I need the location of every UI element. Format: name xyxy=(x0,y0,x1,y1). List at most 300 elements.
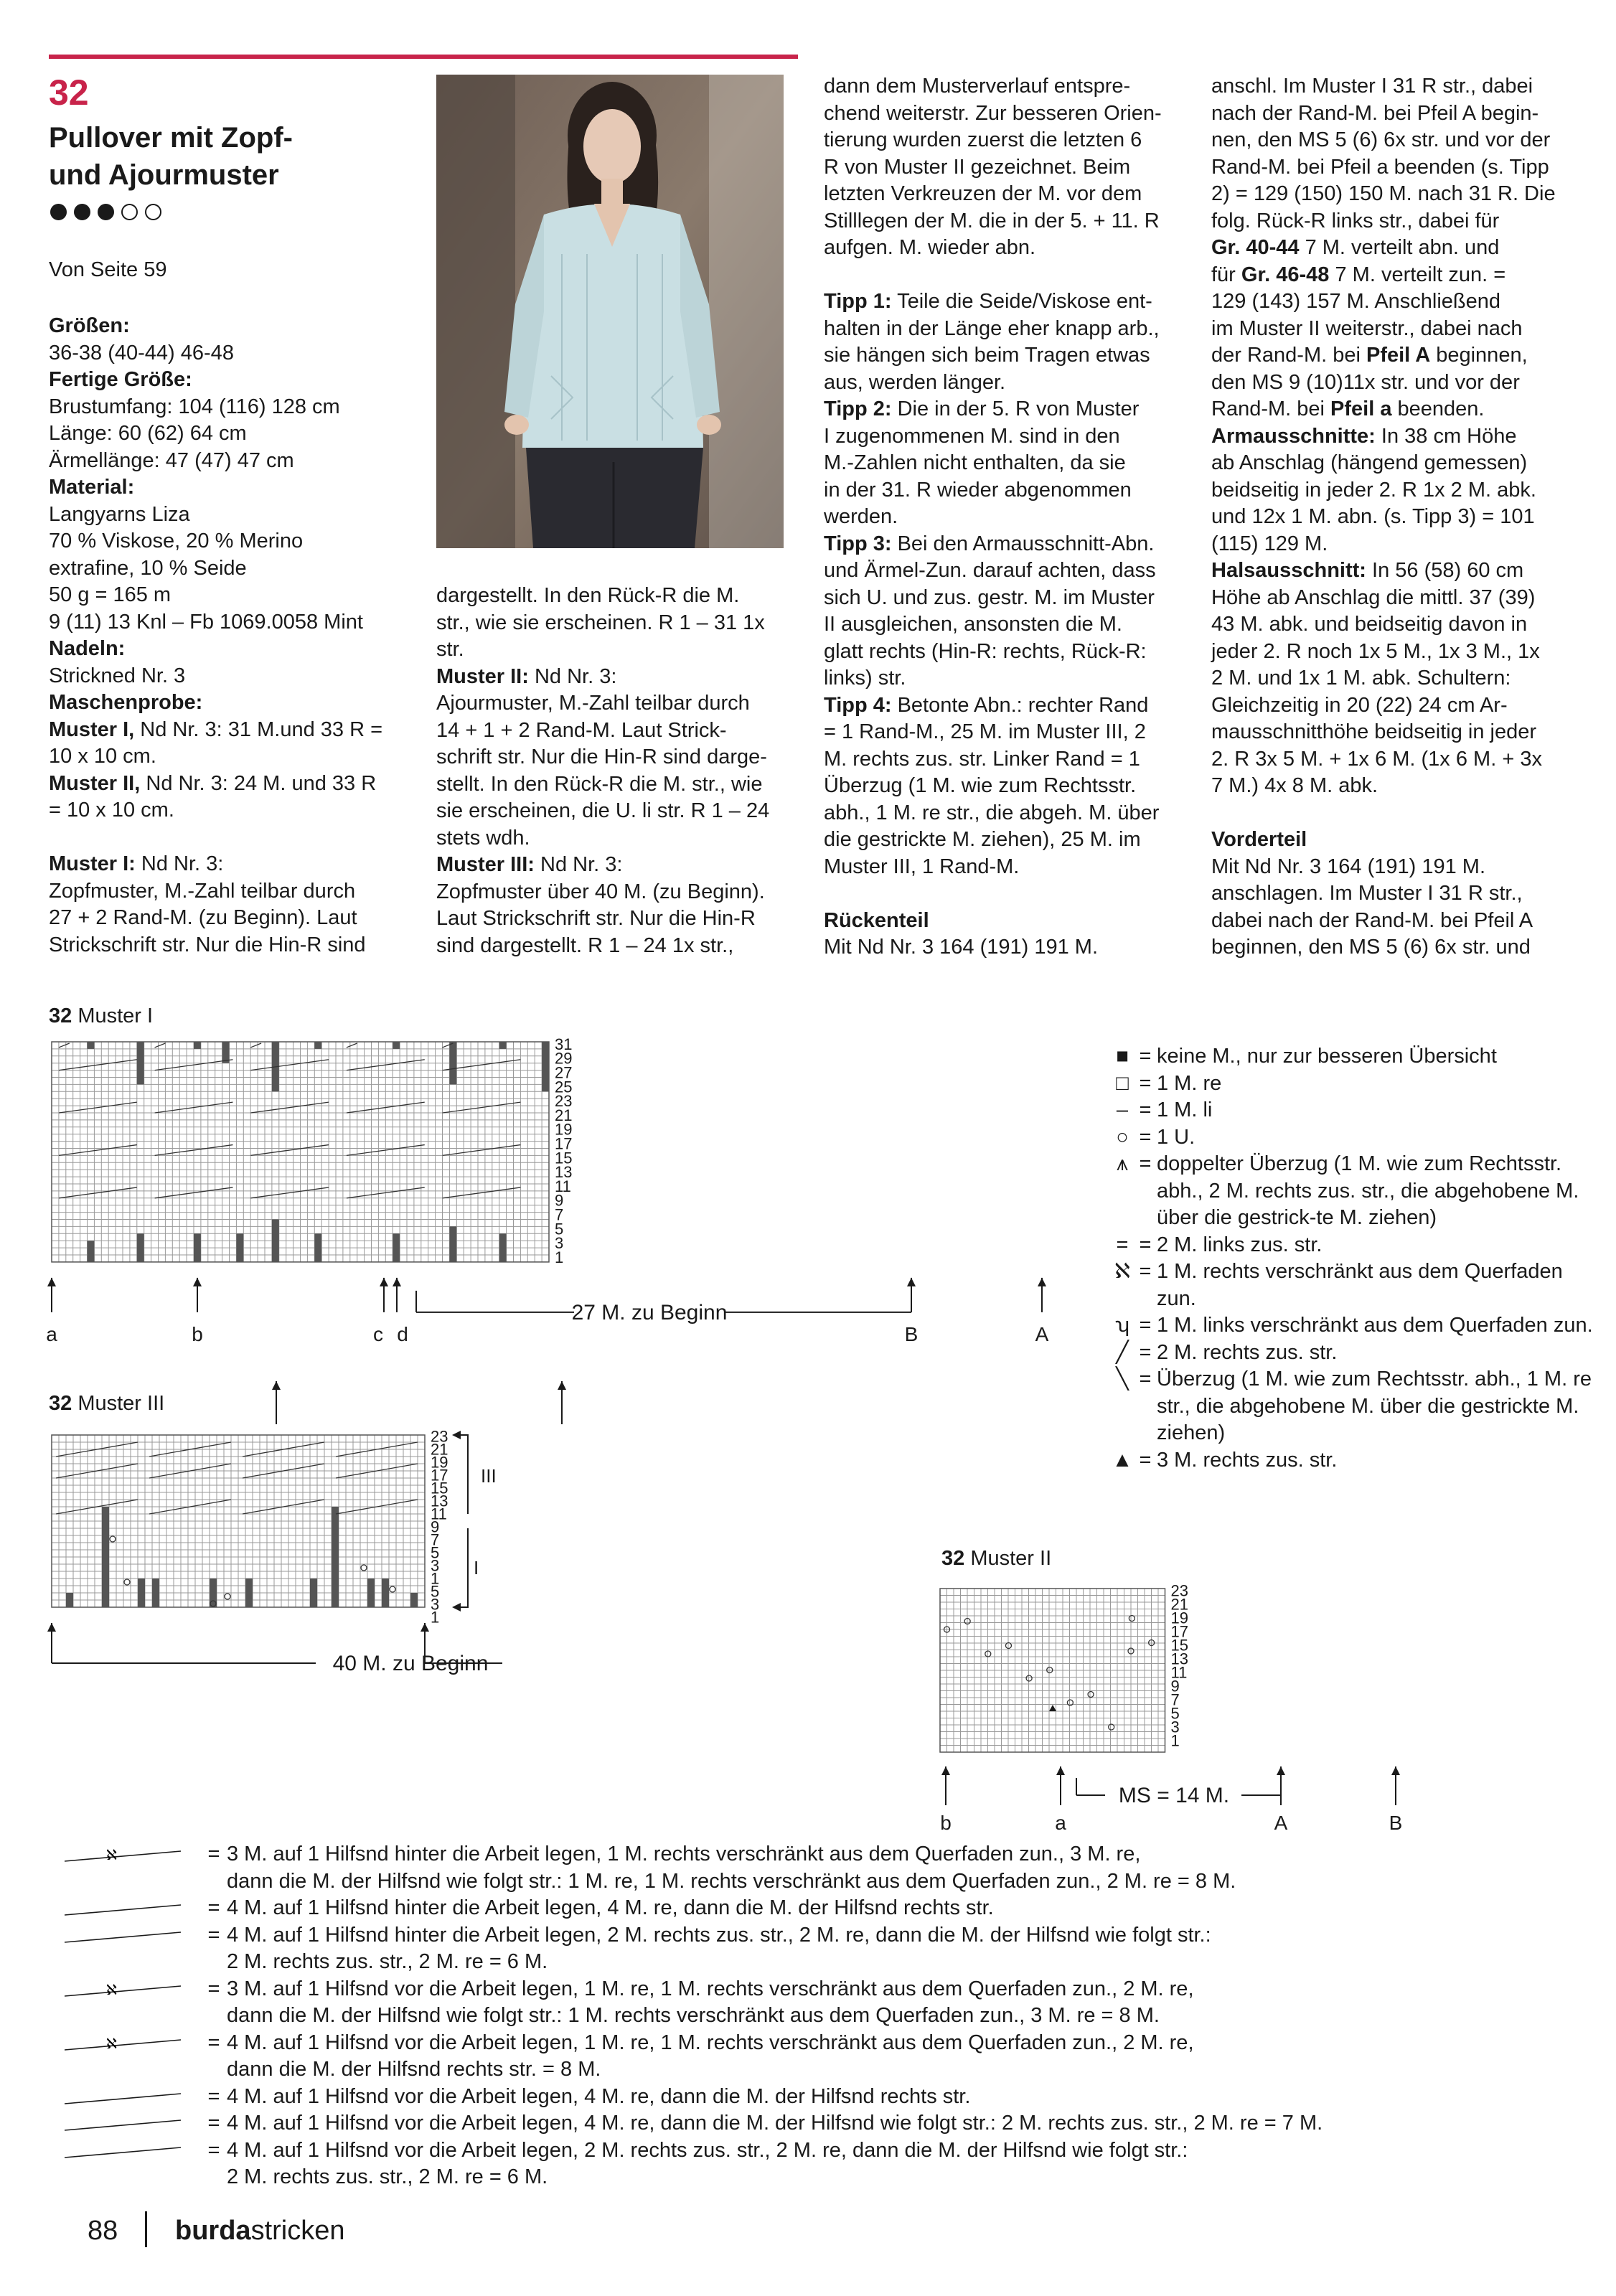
arrow-label: c xyxy=(373,1322,383,1345)
bold-text: Größen: xyxy=(49,314,130,337)
row-number: 5 xyxy=(555,1220,564,1238)
cable-row xyxy=(57,1976,1447,2030)
legend-text: 2 M. rechts zus. str. xyxy=(1157,1340,1338,1364)
legend-text: keine M., nur zur besseren Übersicht xyxy=(1157,1045,1497,1068)
bold-text: Tipp 2: xyxy=(824,397,892,420)
repeat-arrow-head-0 xyxy=(272,1381,281,1390)
text-run: 2) = 129 (150) 150 M. nach 31 R. Die xyxy=(1211,182,1556,205)
text-run: dabei nach der Rand-M. bei Pfeil A xyxy=(1211,908,1533,932)
text-run: tierung wurden zuerst die letzten 6 xyxy=(824,128,1142,151)
text-run: für xyxy=(1211,263,1241,286)
row-number: 3 xyxy=(431,1556,440,1575)
text-run: chend weiterstr. Zur besseren Orien- xyxy=(824,101,1162,125)
text-run: mausschnitthöhe beidseitig in jeder xyxy=(1211,720,1536,743)
legend-symbol-icon: ⩚ xyxy=(1116,1152,1129,1175)
row-number: 15 xyxy=(1170,1636,1188,1655)
text-run: glatt rechts (Hin-R: rechts, Rück-R: xyxy=(824,639,1147,663)
bold-text: Tipp 1: xyxy=(824,290,892,313)
legend-text: 1 M. li xyxy=(1157,1098,1213,1121)
decrease-mark xyxy=(347,1043,357,1048)
arrow-c-head xyxy=(380,1278,388,1286)
text-run: Strickschrift str. Nur die Hin-R sind xyxy=(49,933,366,956)
row-number: 7 xyxy=(555,1205,564,1224)
text-run: 50 g = 165 m xyxy=(49,583,172,606)
row-number: 15 xyxy=(431,1479,448,1497)
dark-cell xyxy=(314,1233,321,1262)
svg-text:ℵ: ℵ xyxy=(106,1980,117,1998)
text-run: beidseitig in jeder 2. R 1x 2 M. abk. xyxy=(1211,478,1536,502)
cable-row xyxy=(57,2084,1447,2111)
span-start-arrow-head xyxy=(47,1623,56,1632)
row-number: 23 xyxy=(555,1092,573,1111)
dark-cell xyxy=(66,1593,73,1607)
text-run: im Muster II weiterstr., dabei nach xyxy=(1211,316,1523,340)
cable-text xyxy=(227,2030,1447,2084)
row-number: 17 xyxy=(431,1466,448,1485)
text-run: In 38 cm Höhe xyxy=(1375,424,1517,448)
text-run: sich U. und zus. gestr. M. im Muster xyxy=(824,585,1155,609)
text-run: Nd Nr. 3: xyxy=(135,852,224,875)
bold-text: Muster III: xyxy=(436,853,535,876)
text-run: die gestrickte M. ziehen), 25 M. im xyxy=(824,828,1141,851)
cable-text-line1: 4 M. auf 1 Hilfsnd hinter die Arbeit legen, 2 M. rechts zus. str., 2 M. re, dann die M. der Hilfsnd wie folgt str.: xyxy=(227,1923,1211,1947)
equals-sign: = xyxy=(1139,1448,1152,1472)
row-number: 19 xyxy=(431,1453,448,1472)
chart-muster-1-grid xyxy=(52,1042,549,1262)
text-run: Nd Nr. 3: 31 M.und 33 R = xyxy=(134,718,383,741)
bold-text: Gr. 40-44 xyxy=(1211,236,1300,259)
row-number: 1 xyxy=(1170,1731,1180,1750)
equals-sign: = xyxy=(207,1923,220,1947)
arrow-b-head xyxy=(193,1278,202,1286)
bold-text: Muster II: xyxy=(436,664,529,688)
text-run: 7 M. verteilt zun. = xyxy=(1329,263,1506,286)
svg-text:ℵ: ℵ xyxy=(106,2034,117,2052)
text-run: 10 x 10 cm. xyxy=(49,745,156,768)
text-run: I zugenommenen M. sind in den xyxy=(824,424,1120,448)
cable-text-line2: dann die M. der Hilfsnd wie folgt str.: 1 M. rechts verschränkt aus dem Querfaden zun., 3 M. re = 8 M. xyxy=(227,2004,1160,2027)
cable-text-line1: 4 M. auf 1 Hilfsnd vor die Arbeit legen, 2 M. rechts zus. str., 2 M. re, dann die M. der Hilfsnd wie folgt str.: xyxy=(227,2138,1188,2162)
arrow-label: d xyxy=(397,1322,408,1345)
page-number: 88 xyxy=(88,2216,118,2246)
legend-row xyxy=(1111,1258,1602,1312)
equals-sign: = xyxy=(207,1843,220,1866)
text-run: werden. xyxy=(824,505,898,528)
text-run: 70 % Viskose, 20 % Merino xyxy=(49,530,304,552)
text-run: anschl. Im Muster I 31 R str., dabei xyxy=(1211,75,1533,98)
row-number: 3 xyxy=(1170,1718,1180,1736)
arrow-B-head xyxy=(1391,1766,1400,1775)
text-run: Ärmellänge: 47 (47) 47 cm xyxy=(49,448,294,472)
text-run: M. rechts zus. str. Linker Rand = 1 xyxy=(824,747,1140,771)
decrease-mark xyxy=(250,1043,261,1048)
cable-text-line1: 4 M. auf 1 Hilfsnd hinter die Arbeit legen, 4 M. re, dann die M. der Hilfsnd rechts str. xyxy=(227,1896,994,1919)
text-run: folg. Rück-R links str., dabei für xyxy=(1211,209,1500,232)
cable-row xyxy=(57,2137,1447,2191)
cable-line xyxy=(59,1102,137,1113)
bracket-label-lower: I xyxy=(474,1557,479,1578)
row-number: 21 xyxy=(431,1440,448,1459)
text-run: Höhe ab Anschlag die mittl. 37 (39) xyxy=(1211,585,1536,609)
text-run: abh., 1 M. re str., die abgeh. M. über xyxy=(824,801,1160,824)
text-run: Nd Nr. 3: xyxy=(534,853,623,876)
legend-row xyxy=(1111,1232,1602,1259)
row-number: 31 xyxy=(555,1035,573,1053)
triangle-decrease-icon xyxy=(1049,1705,1056,1711)
text-run: Muster III, 1 Rand-M. xyxy=(824,855,1020,878)
legend-row xyxy=(1111,1366,1602,1447)
bold-text: Gr. 46-48 xyxy=(1241,263,1330,286)
decrease-mark xyxy=(155,1043,166,1048)
row-number: 11 xyxy=(1170,1663,1188,1682)
row-number: 3 xyxy=(431,1595,440,1614)
cable-line xyxy=(59,1060,137,1071)
text-run: der Rand-M. bei xyxy=(1211,344,1366,367)
row-number: 5 xyxy=(1170,1704,1180,1723)
text-run: sie hängen sich beim Tragen etwas xyxy=(824,344,1150,367)
equals-sign: = xyxy=(207,2031,220,2054)
bracket-upper-head xyxy=(452,1431,461,1439)
cable-text xyxy=(227,2137,1447,2191)
text-run: = 10 x 10 cm. xyxy=(49,799,174,822)
equals-sign: = xyxy=(1139,1045,1152,1068)
text-run: Nd Nr. 3: xyxy=(528,664,617,688)
text-run: Nd Nr. 3: 24 M. und 33 R xyxy=(140,771,377,795)
text-run: extrafine, 10 % Seide xyxy=(49,556,247,580)
legend-symbol-icon: = xyxy=(1116,1233,1129,1256)
row-number: 19 xyxy=(1170,1609,1188,1627)
bold-text: Armausschnitte: xyxy=(1211,424,1376,448)
cable-symbol-icon xyxy=(57,1895,201,1922)
cable-line xyxy=(250,1145,329,1156)
arrow-label: a xyxy=(1055,1812,1066,1834)
text-run: 7 M.) 4x 8 M. abk. xyxy=(1211,774,1378,797)
equals-sign: = xyxy=(1139,1152,1152,1175)
footer-divider xyxy=(145,2211,147,2247)
equals-sign: = xyxy=(207,2084,220,2108)
equals-sign: = xyxy=(1139,1233,1152,1256)
chart2-number: 32 xyxy=(941,1547,965,1570)
cable-row xyxy=(57,1922,1447,1976)
dark-cell xyxy=(449,1226,456,1262)
bold-text: Halsausschnitt: xyxy=(1211,559,1366,582)
cable-legend xyxy=(57,1841,1447,2191)
text-run: Mit Nd Nr. 3 164 (191) 191 M. xyxy=(824,936,1098,959)
legend-text: 1 M. links verschränkt aus dem Querfaden zun. xyxy=(1157,1314,1593,1337)
bold-text: Vorderteil xyxy=(1211,828,1307,851)
text-run: Rand-M. bei Pfeil a beenden (s. Tipp xyxy=(1211,155,1549,179)
cable-row xyxy=(57,1841,1447,1895)
text-run: Langyarns Liza xyxy=(49,502,190,526)
cable-text-line1: 4 M. auf 1 Hilfsnd vor die Arbeit legen, 4 M. re, dann die M. der Hilfsnd wie folgt str.: 2 M. rechts zus. str., 2 M. re = 7 M. xyxy=(227,2112,1323,2135)
arrow-label: B xyxy=(1389,1812,1403,1834)
yarn-over-icon xyxy=(124,1579,130,1585)
text-run: In 56 (58) 60 cm xyxy=(1366,559,1524,582)
title-line-2: und Ajourmuster xyxy=(49,159,279,191)
legend-symbol-icon: ℵ xyxy=(1114,1260,1130,1283)
dark-cell xyxy=(88,1042,95,1049)
yarn-over-icon xyxy=(390,1586,395,1592)
dark-cell xyxy=(194,1042,201,1049)
cable-symbol-icon xyxy=(57,2137,201,2165)
text-run: Teile die Seide/Viskose ent- xyxy=(891,290,1152,313)
dark-cell xyxy=(102,1507,109,1607)
text-run: str. xyxy=(436,638,464,661)
yarn-over-icon xyxy=(1129,1616,1135,1622)
arrow-a-head xyxy=(1056,1766,1065,1775)
yarn-over-icon xyxy=(1088,1692,1094,1698)
arrow-label: B xyxy=(904,1322,919,1345)
text-run: Brustumfang: 104 (116) 128 cm xyxy=(49,395,340,418)
yarn-over-icon xyxy=(361,1565,367,1571)
row-number: 3 xyxy=(555,1234,564,1253)
legend-symbol-icon: ╲ xyxy=(1116,1368,1129,1391)
ms-label: MS = 14 M. xyxy=(1118,1784,1230,1807)
text-run: (115) 129 M. xyxy=(1211,532,1328,555)
legend-text: 3 M. rechts zus. str. xyxy=(1157,1448,1338,1472)
text-run: dann dem Musterverlauf entspre- xyxy=(824,75,1131,98)
cable-text xyxy=(227,1922,1447,1976)
chart-muster-3-grid xyxy=(52,1435,425,1607)
text-run: M.-Zahlen nicht enthalten, da sie xyxy=(824,451,1126,474)
text-run: Gleichzeitig in 20 (22) 24 cm Ar- xyxy=(1211,693,1508,717)
text-run: Die in der 5. R von Muster xyxy=(891,397,1140,420)
dark-cell xyxy=(137,1233,144,1262)
text-run: 14 + 1 + 2 Rand-M. Laut Strick- xyxy=(436,718,727,742)
row-number: 23 xyxy=(1170,1581,1188,1600)
text-run: 2. R 3x 5 M. + 1x 6 M. (1x 6 M. + 3x xyxy=(1211,747,1542,771)
legend-text: 2 M. links zus. str. xyxy=(1157,1233,1323,1256)
dark-cell xyxy=(138,1578,145,1607)
text-run: anschlagen. Im Muster I 31 R str., xyxy=(1211,882,1523,905)
legend-row xyxy=(1111,1151,1602,1232)
arrow-A-head xyxy=(1277,1766,1285,1775)
bold-text: Fertige Größe: xyxy=(49,368,192,391)
row-number: 11 xyxy=(431,1505,447,1523)
cable-line xyxy=(250,1187,329,1198)
text-run: stellt. In den Rück-R die M. str., wie xyxy=(436,772,763,796)
dark-cell xyxy=(314,1042,321,1049)
text-run: Stilllegen der M. die in der 5. + 11. R xyxy=(824,209,1160,232)
row-number: 23 xyxy=(431,1427,448,1446)
legend-text: doppelter Überzug (1 M. wie zum Rechtsstr. abh., 2 M. rechts zus. str., die abgehobene M. über die gestrick-te M. ziehen) xyxy=(1157,1152,1579,1229)
equals-sign: = xyxy=(1139,1071,1152,1095)
bold-text: Tipp 4: xyxy=(824,693,892,717)
span-label: 40 M. zu Beginn xyxy=(332,1652,489,1675)
row-number: 11 xyxy=(555,1177,571,1195)
title-line-1: Pullover mit Zopf- xyxy=(49,122,293,154)
text-run: Strickned Nr. 3 xyxy=(49,664,186,687)
bold-text: Muster II, xyxy=(49,771,141,795)
row-number: 15 xyxy=(555,1149,573,1167)
text-run: Bei den Armausschnitt-Abn. xyxy=(891,532,1155,555)
text-run: Länge: 60 (62) 64 cm xyxy=(49,422,247,445)
brand-logo xyxy=(175,2216,344,2246)
text-run: beginnen, xyxy=(1430,344,1528,367)
cable-text xyxy=(227,2110,1447,2137)
equals-sign: = xyxy=(1139,1260,1152,1283)
text-run: stets wdh. xyxy=(436,826,530,850)
equals-sign: = xyxy=(207,2138,220,2162)
bold-text: Tipp 3: xyxy=(824,532,892,555)
yarn-over-icon xyxy=(225,1594,230,1599)
cable-line xyxy=(443,1145,521,1156)
from-page: Von Seite 59 xyxy=(49,258,167,281)
equals-sign: = xyxy=(1139,1125,1152,1149)
text-run: aufgen. M. wieder abn. xyxy=(824,236,1036,259)
cable-line xyxy=(250,1060,329,1071)
dark-cell xyxy=(449,1042,456,1084)
text-run: 129 (143) 157 M. Anschließend xyxy=(1211,290,1501,313)
dark-cell xyxy=(272,1220,279,1262)
cable-text xyxy=(227,1841,1447,1895)
legend-row xyxy=(1111,1043,1602,1071)
symbol-legend xyxy=(1111,1043,1602,1474)
text-run: 2 M. und 1x 1 M. abk. Schultern: xyxy=(1211,667,1511,690)
bracket-lower-head xyxy=(452,1603,461,1612)
row-number: 27 xyxy=(555,1063,573,1082)
text-run: Laut Strickschrift str. Nur die Hin-R xyxy=(436,907,756,930)
text-run: halten in der Länge eher knapp arb., xyxy=(824,316,1160,340)
legend-row xyxy=(1111,1312,1602,1340)
cable-line xyxy=(59,1145,137,1156)
bracket-label-upper: III xyxy=(481,1465,497,1487)
text-run: 7 M. verteilt abn. und xyxy=(1299,236,1500,259)
equals-sign: = xyxy=(207,1896,220,1919)
arrow-d-head xyxy=(393,1278,401,1286)
row-number: 1 xyxy=(431,1569,440,1588)
dark-cell xyxy=(88,1241,95,1262)
legend-symbol-icon: – xyxy=(1116,1098,1129,1121)
cable-text-line2: dann die M. der Hilfsnd rechts str. = 8 M. xyxy=(227,2058,601,2081)
row-number: 17 xyxy=(1170,1622,1188,1641)
bracket-upper xyxy=(456,1435,468,1514)
text-run: Rand-M. bei xyxy=(1211,397,1331,420)
cable-text-line2: dann die M. der Hilfsnd wie folgt str.: 1 M. re, 1 M. rechts verschränkt aus dem Querfaden zun., 2 M. re = 8 M. xyxy=(227,1869,1236,1893)
bold-text: Maschenprobe: xyxy=(49,691,203,714)
text-run: und 12x 1 M. abn. (s. Tipp 3) = 101 xyxy=(1211,505,1535,528)
equals-sign: = xyxy=(1139,1340,1152,1364)
text-run: dargestellt. In den Rück-R die M. xyxy=(436,584,740,607)
cable-line xyxy=(443,1102,521,1113)
row-number: 9 xyxy=(431,1518,440,1536)
arrow-label: b xyxy=(940,1812,952,1834)
decrease-mark xyxy=(59,1043,70,1048)
legend-text: 1 M. re xyxy=(1157,1071,1222,1095)
arrow-a-head xyxy=(47,1278,56,1286)
text-run: Betonte Abn.: rechter Rand xyxy=(891,693,1149,717)
cable-text-line1: 3 M. auf 1 Hilfsnd vor die Arbeit legen, 1 M. re, 1 M. rechts verschränkt aus dem Querfaden zun., 2 M. re, xyxy=(227,1977,1194,2000)
legend-symbol-icon: ʮ xyxy=(1115,1314,1129,1337)
cable-text-line2: 2 M. rechts zus. str., 2 M. re = 6 M. xyxy=(227,2165,548,2188)
row-number: 17 xyxy=(555,1134,573,1153)
arrow-B-head xyxy=(907,1278,916,1286)
text-run: 9 (11) 13 Knl – Fb 1069.0058 Mint xyxy=(49,610,363,634)
text-run: nen, den MS 5 (6) 6x str. und vor der xyxy=(1211,128,1551,151)
legend-row xyxy=(1111,1124,1602,1152)
text-run: 43 M. abk. und beidseitig davon in xyxy=(1211,613,1528,636)
cable-text-line2: 2 M. rechts zus. str., 2 M. re = 6 M. xyxy=(227,1950,548,1973)
text-run: 27 + 2 Rand-M. (zu Beginn). Laut xyxy=(49,906,357,929)
equals-sign: = xyxy=(1139,1368,1152,1391)
dark-cell xyxy=(542,1042,549,1091)
cable-text xyxy=(227,1976,1447,2030)
text-run: letzten Verkreuzen der M. vor dem xyxy=(824,182,1142,205)
text-run: links) str. xyxy=(824,667,906,690)
cable-row xyxy=(57,2110,1447,2137)
legend-row xyxy=(1111,1097,1602,1124)
dark-cell xyxy=(310,1578,317,1607)
cable-symbol-icon xyxy=(57,2084,201,2111)
cable-text xyxy=(227,2084,1447,2111)
span-end-arrow-head xyxy=(421,1623,429,1632)
cable-line xyxy=(443,1187,521,1198)
legend-row xyxy=(1111,1071,1602,1098)
equals-sign: = xyxy=(1139,1314,1152,1337)
text-run: ab Anschlag (hängend gemessen) xyxy=(1211,451,1528,474)
text-run: 36-38 (40-44) 46-48 xyxy=(49,341,234,364)
cable-line xyxy=(59,1187,137,1198)
row-number: 1 xyxy=(555,1248,564,1266)
row-number: 13 xyxy=(1170,1650,1188,1668)
bold-text: Material: xyxy=(49,476,135,499)
text-run: aus, werden länger. xyxy=(824,370,1006,394)
text-run: beenden. xyxy=(1391,397,1485,420)
dark-cell xyxy=(382,1578,389,1607)
cable-text xyxy=(227,1895,1447,1922)
dark-cell xyxy=(137,1042,144,1084)
dark-cell xyxy=(194,1233,201,1262)
dark-cell xyxy=(332,1507,339,1607)
cable-line xyxy=(250,1102,329,1113)
equals-sign: = xyxy=(207,1977,220,2000)
cable-symbol-icon xyxy=(57,1922,201,1949)
row-number: 7 xyxy=(431,1530,440,1549)
cable-row xyxy=(57,1895,1447,1922)
text-run: beginnen, den MS 5 (6) 6x str. und xyxy=(1211,936,1531,959)
text-run: = 1 Rand-M., 25 M. im Muster III, 2 xyxy=(824,720,1146,743)
text-run: den MS 9 (10)11x str. und vor der xyxy=(1211,370,1520,394)
chart3-number: 32 xyxy=(49,1392,72,1415)
legend-row xyxy=(1111,1447,1602,1474)
text-run: schrift str. Nur die Hin-R sind darge- xyxy=(436,745,767,768)
row-number: 21 xyxy=(555,1106,573,1124)
chart3-name: Muster III xyxy=(77,1392,165,1415)
text-run: nach der Rand-M. bei Pfeil A begin- xyxy=(1211,101,1539,125)
pattern-number: 32 xyxy=(49,72,89,113)
row-number: 13 xyxy=(555,1163,573,1182)
row-number: 29 xyxy=(555,1049,573,1068)
cable-symbol-icon xyxy=(57,2030,201,2057)
legend-symbol-icon: ╱ xyxy=(1116,1340,1129,1364)
legend-text: 1 U. xyxy=(1157,1125,1195,1149)
row-number: 19 xyxy=(555,1120,573,1139)
dark-cell xyxy=(245,1578,253,1607)
arrow-label: A xyxy=(1274,1812,1288,1834)
dark-cell xyxy=(499,1233,507,1262)
row-number: 21 xyxy=(1170,1595,1188,1614)
row-number: 25 xyxy=(555,1078,573,1096)
row-number: 9 xyxy=(555,1191,564,1210)
arrow-label: A xyxy=(1035,1322,1049,1345)
chart2-name: Muster II xyxy=(970,1547,1052,1570)
legend-text: Überzug (1 M. wie zum Rechtsstr. abh., 1 M. re str., die abgehobene M. über die gestrickte M. ziehen) xyxy=(1157,1368,1592,1444)
text-run: und Ärmel-Zun. darauf achten, dass xyxy=(824,559,1156,582)
text-run: Überzug (1 M. wie zum Rechtsstr. xyxy=(824,774,1137,797)
legend-symbol-icon: ■ xyxy=(1116,1045,1129,1068)
text-run: R von Muster II gezeichnet. Beim xyxy=(824,155,1131,179)
text-run: Zopfmuster, M.-Zahl teilbar durch xyxy=(49,879,356,903)
